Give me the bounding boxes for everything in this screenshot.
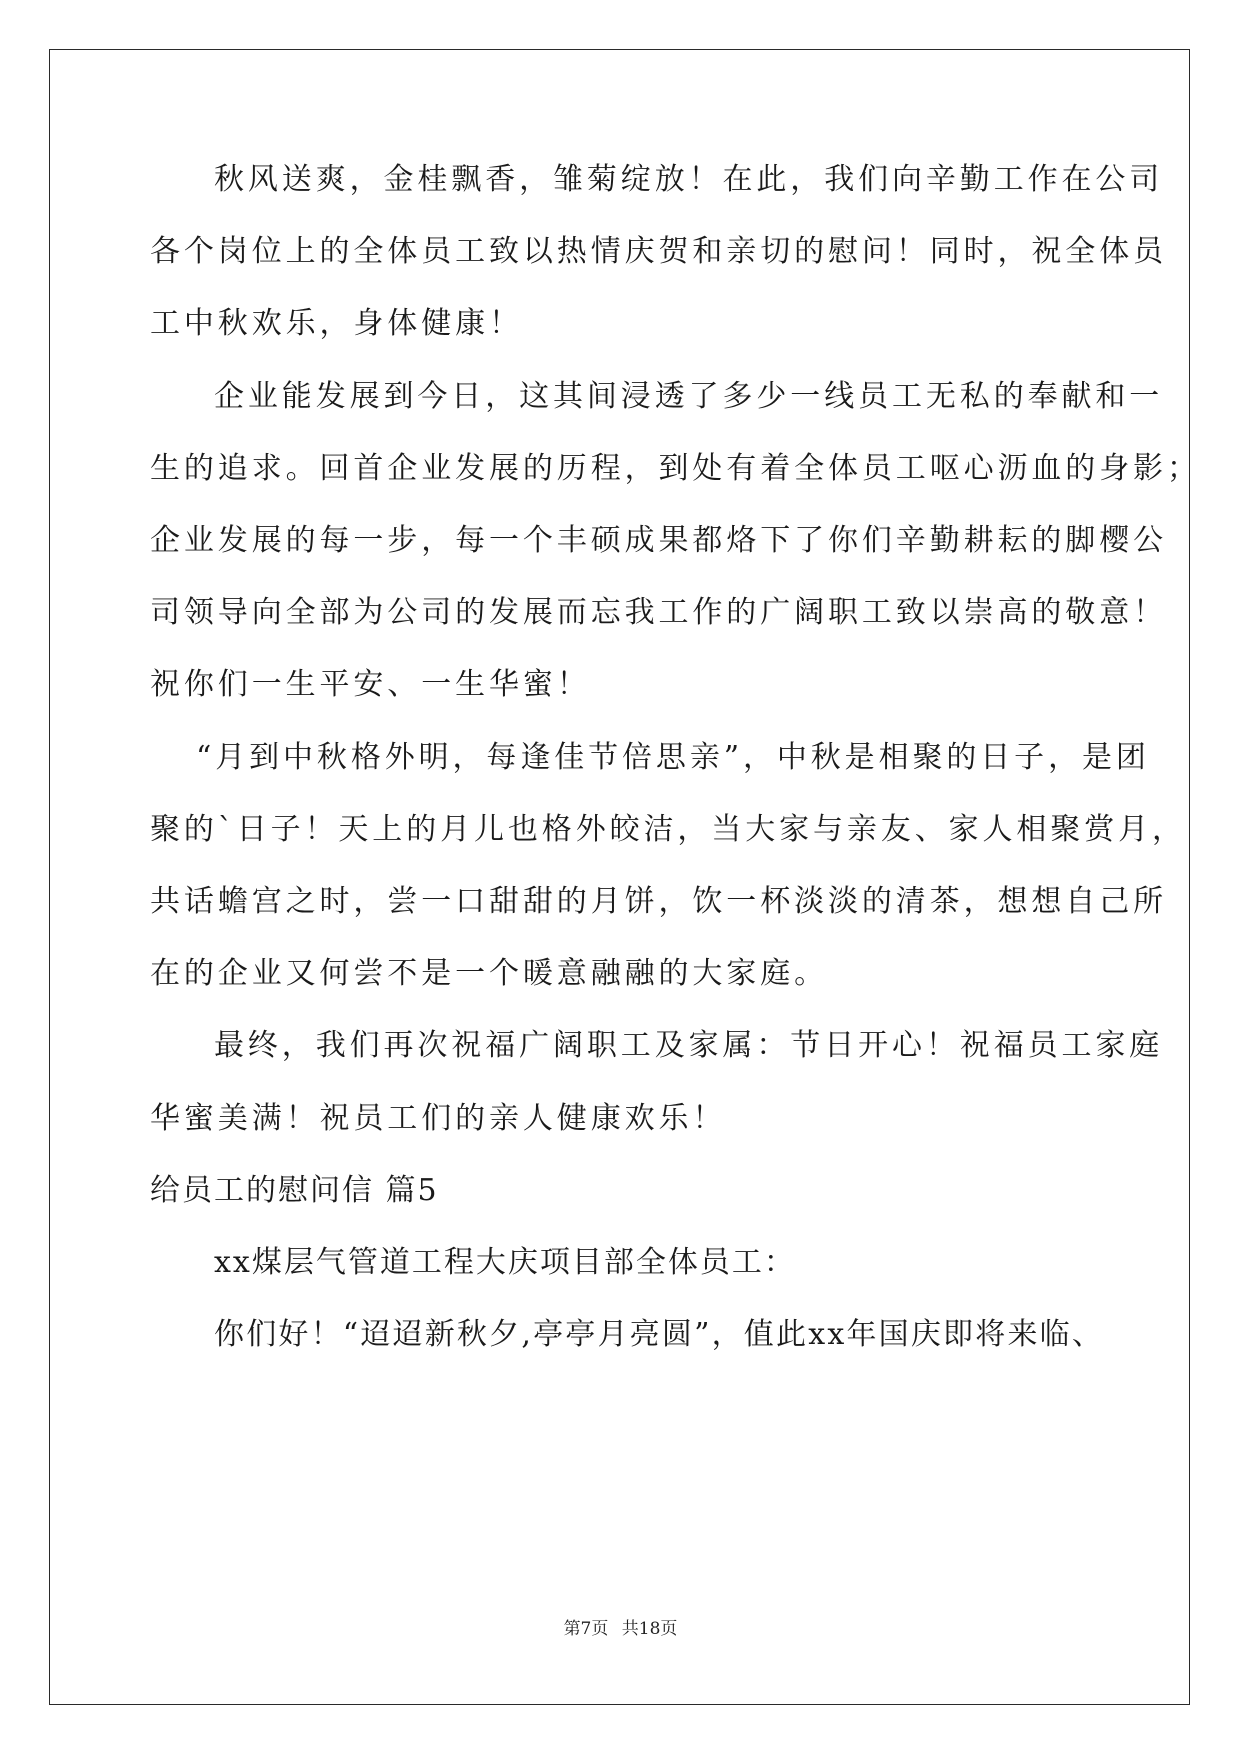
text-line: 华蜜美满！祝员工们的亲人健康欢乐！ [150, 1101, 727, 1136]
text-line: 祝你们一生平安、一生华蜜！ [150, 667, 591, 702]
text-line: 聚的`日子！天上的月儿也格外皎洁，当大家与亲友、家人相聚赏月， [150, 812, 1186, 847]
text-line: 企业能发展到今日，这其间浸透了多少一线员工无私的奉献和一 [214, 379, 1164, 414]
text-line: 生的追求。回首企业发展的历程，到处有着全体员工呕心沥血的身影； [150, 451, 1201, 486]
text-line: 司领导向全部为公司的发展而忘我工作的广阔职工致以崇高的敬意！ [150, 595, 1167, 630]
text-line: “月到中秋格外明，每逢佳节倍思亲”，中秋是相聚的日子，是团 [196, 740, 1150, 775]
salutation: xx煤层气管道工程大庆项目部全体员工： [214, 1245, 796, 1280]
text-line: 企业发展的每一步，每一个丰硕成果都烙下了你们辛勤耕耘的脚樱公 [150, 523, 1167, 558]
page-footer [0, 1618, 1241, 1640]
text-line: 你们好！“迢迢新秋夕,亭亭月亮圆”，值此xx年国庆即将来临、 [214, 1317, 1105, 1352]
text-line: 最终，我们再次祝福广阔职工及家属：节日开心！祝福员工家庭 [214, 1028, 1164, 1063]
text-line: 各个岗位上的全体员工致以热情庆贺和亲切的慰问！同时，祝全体员 [150, 234, 1167, 269]
text-line: 在的企业又何尝不是一个暖意融融的大家庭。 [150, 956, 828, 991]
text-line: 工中秋欢乐，身体健康！ [150, 306, 523, 341]
text-line: 秋风送爽，金桂飘香，雏菊绽放！在此，我们向辛勤工作在公司 [214, 162, 1164, 197]
page-border [49, 49, 1190, 1705]
page-number: 第7页 [563, 1619, 609, 1639]
section-heading: 给员工的慰问信 篇5 [150, 1173, 439, 1208]
page-total: 共18页 [621, 1619, 678, 1639]
text-line: 共话蟾宫之时，尝一口甜甜的月饼，饮一杯淡淡的清茶，想想自己所 [150, 884, 1167, 919]
